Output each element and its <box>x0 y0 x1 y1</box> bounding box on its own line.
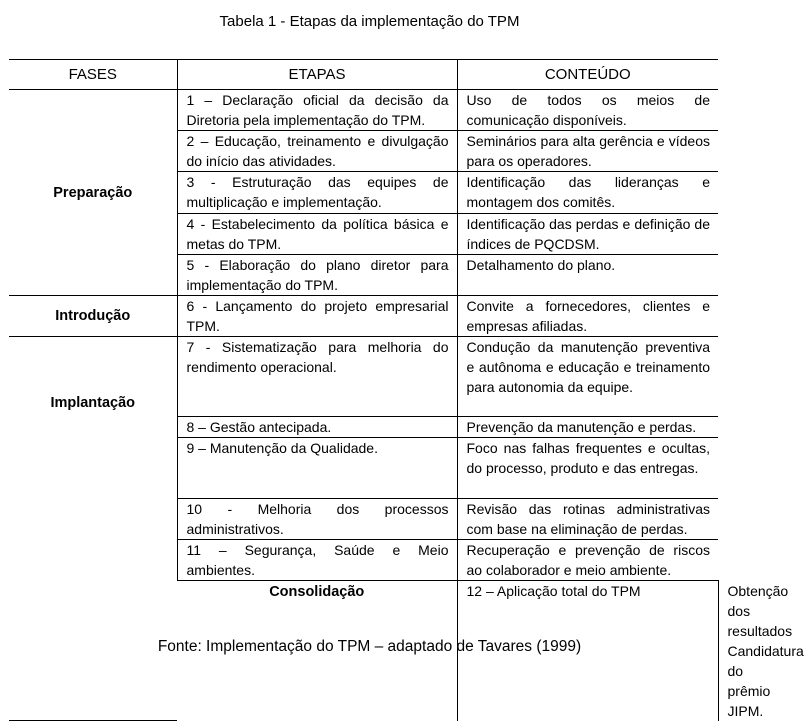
table-caption: Tabela 1 - Etapas da implementação do TPM <box>219 13 520 30</box>
etapa-cell: 8 – Gestão antecipada. <box>177 417 457 438</box>
etapa-cell: 6 - Lançamento do projeto empresarial TPM. <box>177 296 457 337</box>
etapa-cell: 4 - Estabelecimento da política básica e metas do TPM. <box>177 214 457 255</box>
conteudo-cell: Detalhamento do plano. <box>457 255 718 296</box>
conteudo-cell: Recuperação e prevenção de riscos ao colaborador e meio ambiente. <box>457 540 718 581</box>
table-row: Consolidação 12 – Aplicação total do TPM Obtenção dos resultados Candidatura do prêmio JIPM. <box>9 581 718 721</box>
conteudo-cell: Identificação das lideranças e montagem dos comitês. <box>457 172 718 214</box>
conteudo-cell: Foco nas falhas frequentes e ocultas, do processo, produto e das entregas. <box>457 438 718 499</box>
conteudo-cell: Revisão das rotinas administrativas com base na eliminação de perdas. <box>457 499 718 540</box>
etapa-cell: 3 - Estruturação das equipes de multiplicação e implementação. <box>177 172 457 214</box>
table-row <box>9 296 718 337</box>
conteudo-cell: Convite a fornecedores, clientes e empresas afiliadas. <box>457 296 718 337</box>
phase-preparacao: Preparação <box>9 90 177 296</box>
conteudo-cell: Identificação das perdas e definição de índices de PQCDSM. <box>457 214 718 255</box>
table-row <box>9 337 718 417</box>
etapa-cell: 9 – Manutenção da Qualidade. <box>177 438 457 499</box>
tpm-stages-table <box>9 59 804 721</box>
header-row <box>9 60 718 90</box>
etapa-cell: 1 – Declaração oficial da decisão da Diretoria pela implementação do TPM. <box>177 90 457 131</box>
phase-implantacao: Implantação <box>9 337 177 721</box>
etapa-cell: 5 - Elaboração do plano diretor para implementação do TPM. <box>177 255 457 296</box>
header-fases: FASES <box>9 60 177 90</box>
phase-introducao: Introdução <box>9 296 177 337</box>
etapa-cell: 11 – Segurança, Saúde e Meio ambientes. <box>177 540 457 581</box>
etapa-cell: 7 - Sistematização para melhoria do rendimento operacional. <box>177 337 457 417</box>
etapa-cell: 12 – Aplicação total do TPM <box>457 581 718 721</box>
phase-consolidacao: Consolidação <box>269 584 365 600</box>
source-note: Fonte: Implementação do TPM – adaptado de Tavares (1999) <box>157 638 582 655</box>
conteudo-cell: Condução da manutenção preventiva e autônoma e educação e treinamento para autonomia da equipe. <box>457 337 718 417</box>
table-row <box>9 90 718 131</box>
conteudo-cell: Seminários para alta gerência e vídeos para os operadores. <box>457 131 718 172</box>
conteudo-cell: Uso de todos os meios de comunicação disponíveis. <box>457 90 718 131</box>
header-conteudo: CONTEÚDO <box>457 60 718 90</box>
header-etapas: ETAPAS <box>177 60 457 90</box>
etapa-cell: 10 - Melhoria dos processos administrativos. <box>177 499 457 540</box>
conteudo-cell: Prevenção da manutenção e perdas. <box>457 417 718 438</box>
etapa-cell: 2 – Educação, treinamento e divulgação do início das atividades. <box>177 131 457 172</box>
